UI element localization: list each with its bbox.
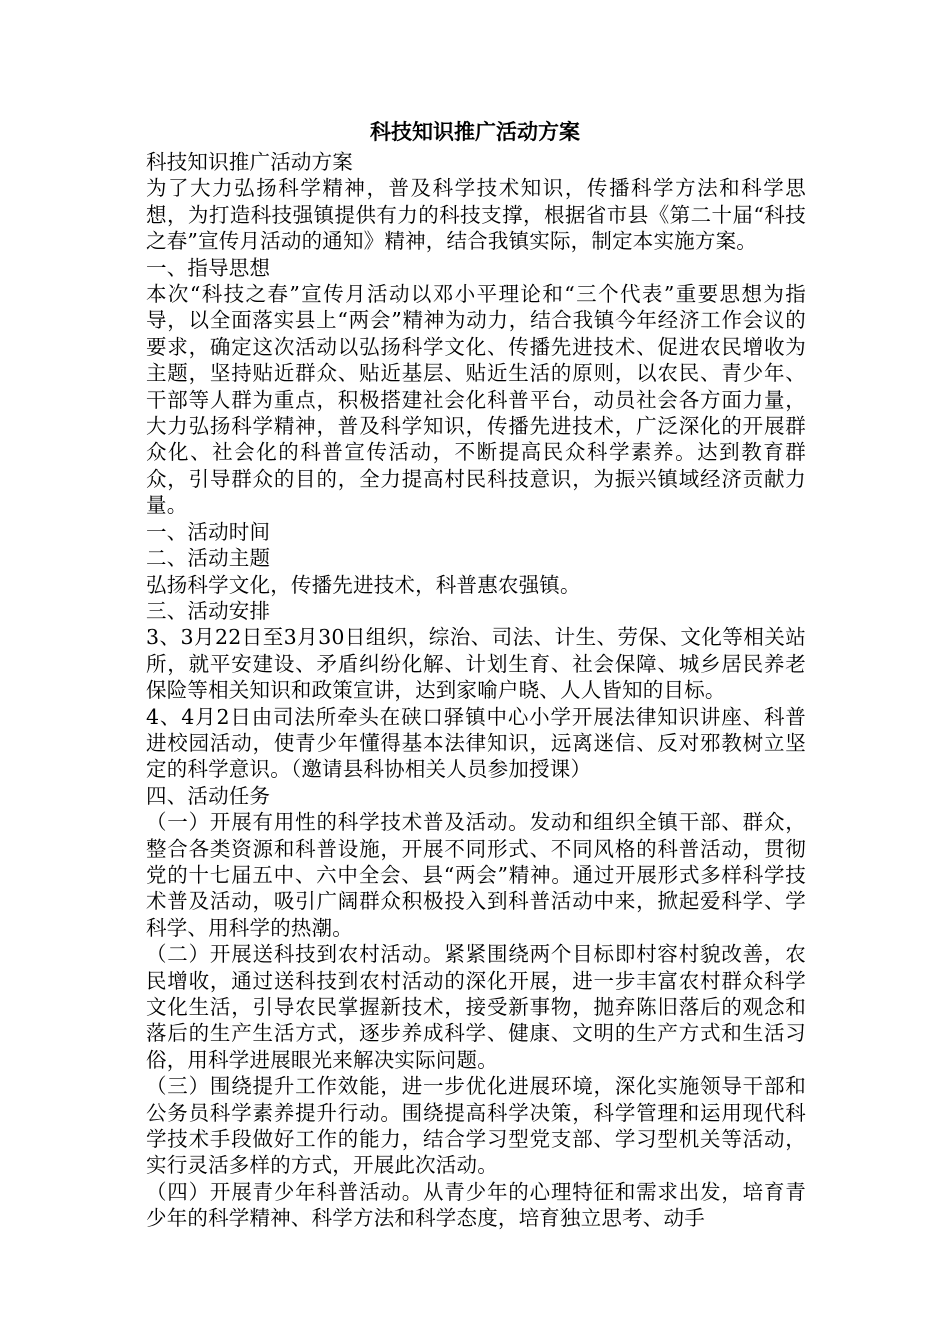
paragraph-task-1: （一）开展有用性的科学技术普及活动。发动和组织全镇干部、群众，整合各类资源和科普设施，开展不同形式、不同风格的科普活动，贯彻党的十七届五中、六中全会、县“两会”精神。通过开展形式多样科学技术普及活动，吸引广阔群众积极投入到科普活动中来，掀起爱科学、学科学、用科学的热潮。 — [146, 810, 806, 940]
paragraph-activity-theme: 弘扬科学文化，传播先进技术，科普惠农强镇。 — [146, 572, 581, 597]
section-heading-activity-tasks: 四、活动任务 — [146, 783, 271, 808]
section-heading-activity-arrangement: 三、活动安排 — [146, 598, 271, 623]
section-heading-activity-theme: 二、活动主题 — [146, 546, 271, 571]
paragraph-task-2: （二）开展送科技到农村活动。紧紧围绕两个目标即村容村貌改善，农民增收，通过送科技到农村活动的深化开展，进一步丰富农村群众科学文化生活，引导农民掌握新技术，接受新事物，抛弃陈旧落后的观念和落后的生产生活方式，逐步养成科学、健康、文明的生产方式和生活习俗，用科学进展眼光来解决实际问题。 — [146, 942, 806, 1072]
paragraph-guiding-ideology: 本次“科技之春”宣传月活动以邓小平理论和“三个代表”重要思想为指导，以全面落实县上“两会”精神为动力，结合我镇今年经济工作会议的要求，确定这次活动以弘扬科学文化、传播先进技术、促进农民增收为主题，坚持贴近群众、贴近基层、贴近生活的原则，以农民、青少年、干部等人群为重点，积极搭建社会化科普平台，动员社会各方面力量，大力弘扬科学精神，普及科学知识，传播先进技术，广泛深化的开展群众化、社会化的科普宣传活动，不断提高民众科学素养。达到教育群众，引导群众的目的，全力提高村民科技意识，为振兴镇域经济贡献力量。 — [146, 282, 806, 518]
paragraph-intro: 为了大力弘扬科学精神，普及科学技术知识，传播科学方法和科学思想，为打造科技强镇提供有力的科技支撑，根据省市县《第二十届“科技之春”宣传月活动的通知》精神，结合我镇实际，制定本实施方案。 — [146, 176, 806, 254]
document-title: 科技知识推广活动方案 — [370, 119, 580, 144]
paragraph-subtitle: 科技知识推广活动方案 — [146, 150, 353, 174]
paragraph-task-4: （四）开展青少年科普活动。从青少年的心理特征和需求出发，培育青少年的科学精神、科学方法和科学态度，培育独立思考、动手 — [146, 1179, 806, 1231]
paragraph-task-3: （三）围绕提升工作效能，进一步优化进展环境，深化实施领导干部和公务员科学素养提升行动。围绕提高科学决策，科学管理和运用现代科学技术手段做好工作的能力，结合学习型党支部、学习型机关等活动，实行灵活多样的方式，开展此次活动。 — [146, 1074, 806, 1178]
section-heading-activity-time: 一、活动时间 — [146, 519, 271, 544]
paragraph-arrangement-item-4: 4、4月2日由司法所牵头在硖口驿镇中心小学开展法律知识讲座、科普进校园活动，使青少年懂得基本法律知识，远离迷信、反对邪教树立坚定的科学意识。（邀请县科协相关人员参加授课） — [146, 704, 806, 782]
paragraph-arrangement-item-3: 3、3月22日至3月30日组织，综治、司法、计生、劳保、文化等相关站所，就平安建设、矛盾纠纷化解、计划生育、社会保障、城乡居民养老保险等相关知识和政策宣讲，达到家喻户晓、人人皆知的目标。 — [146, 625, 806, 703]
section-heading-guiding-ideology: 一、指导思想 — [146, 255, 271, 280]
document-body — [146, 149, 806, 1232]
